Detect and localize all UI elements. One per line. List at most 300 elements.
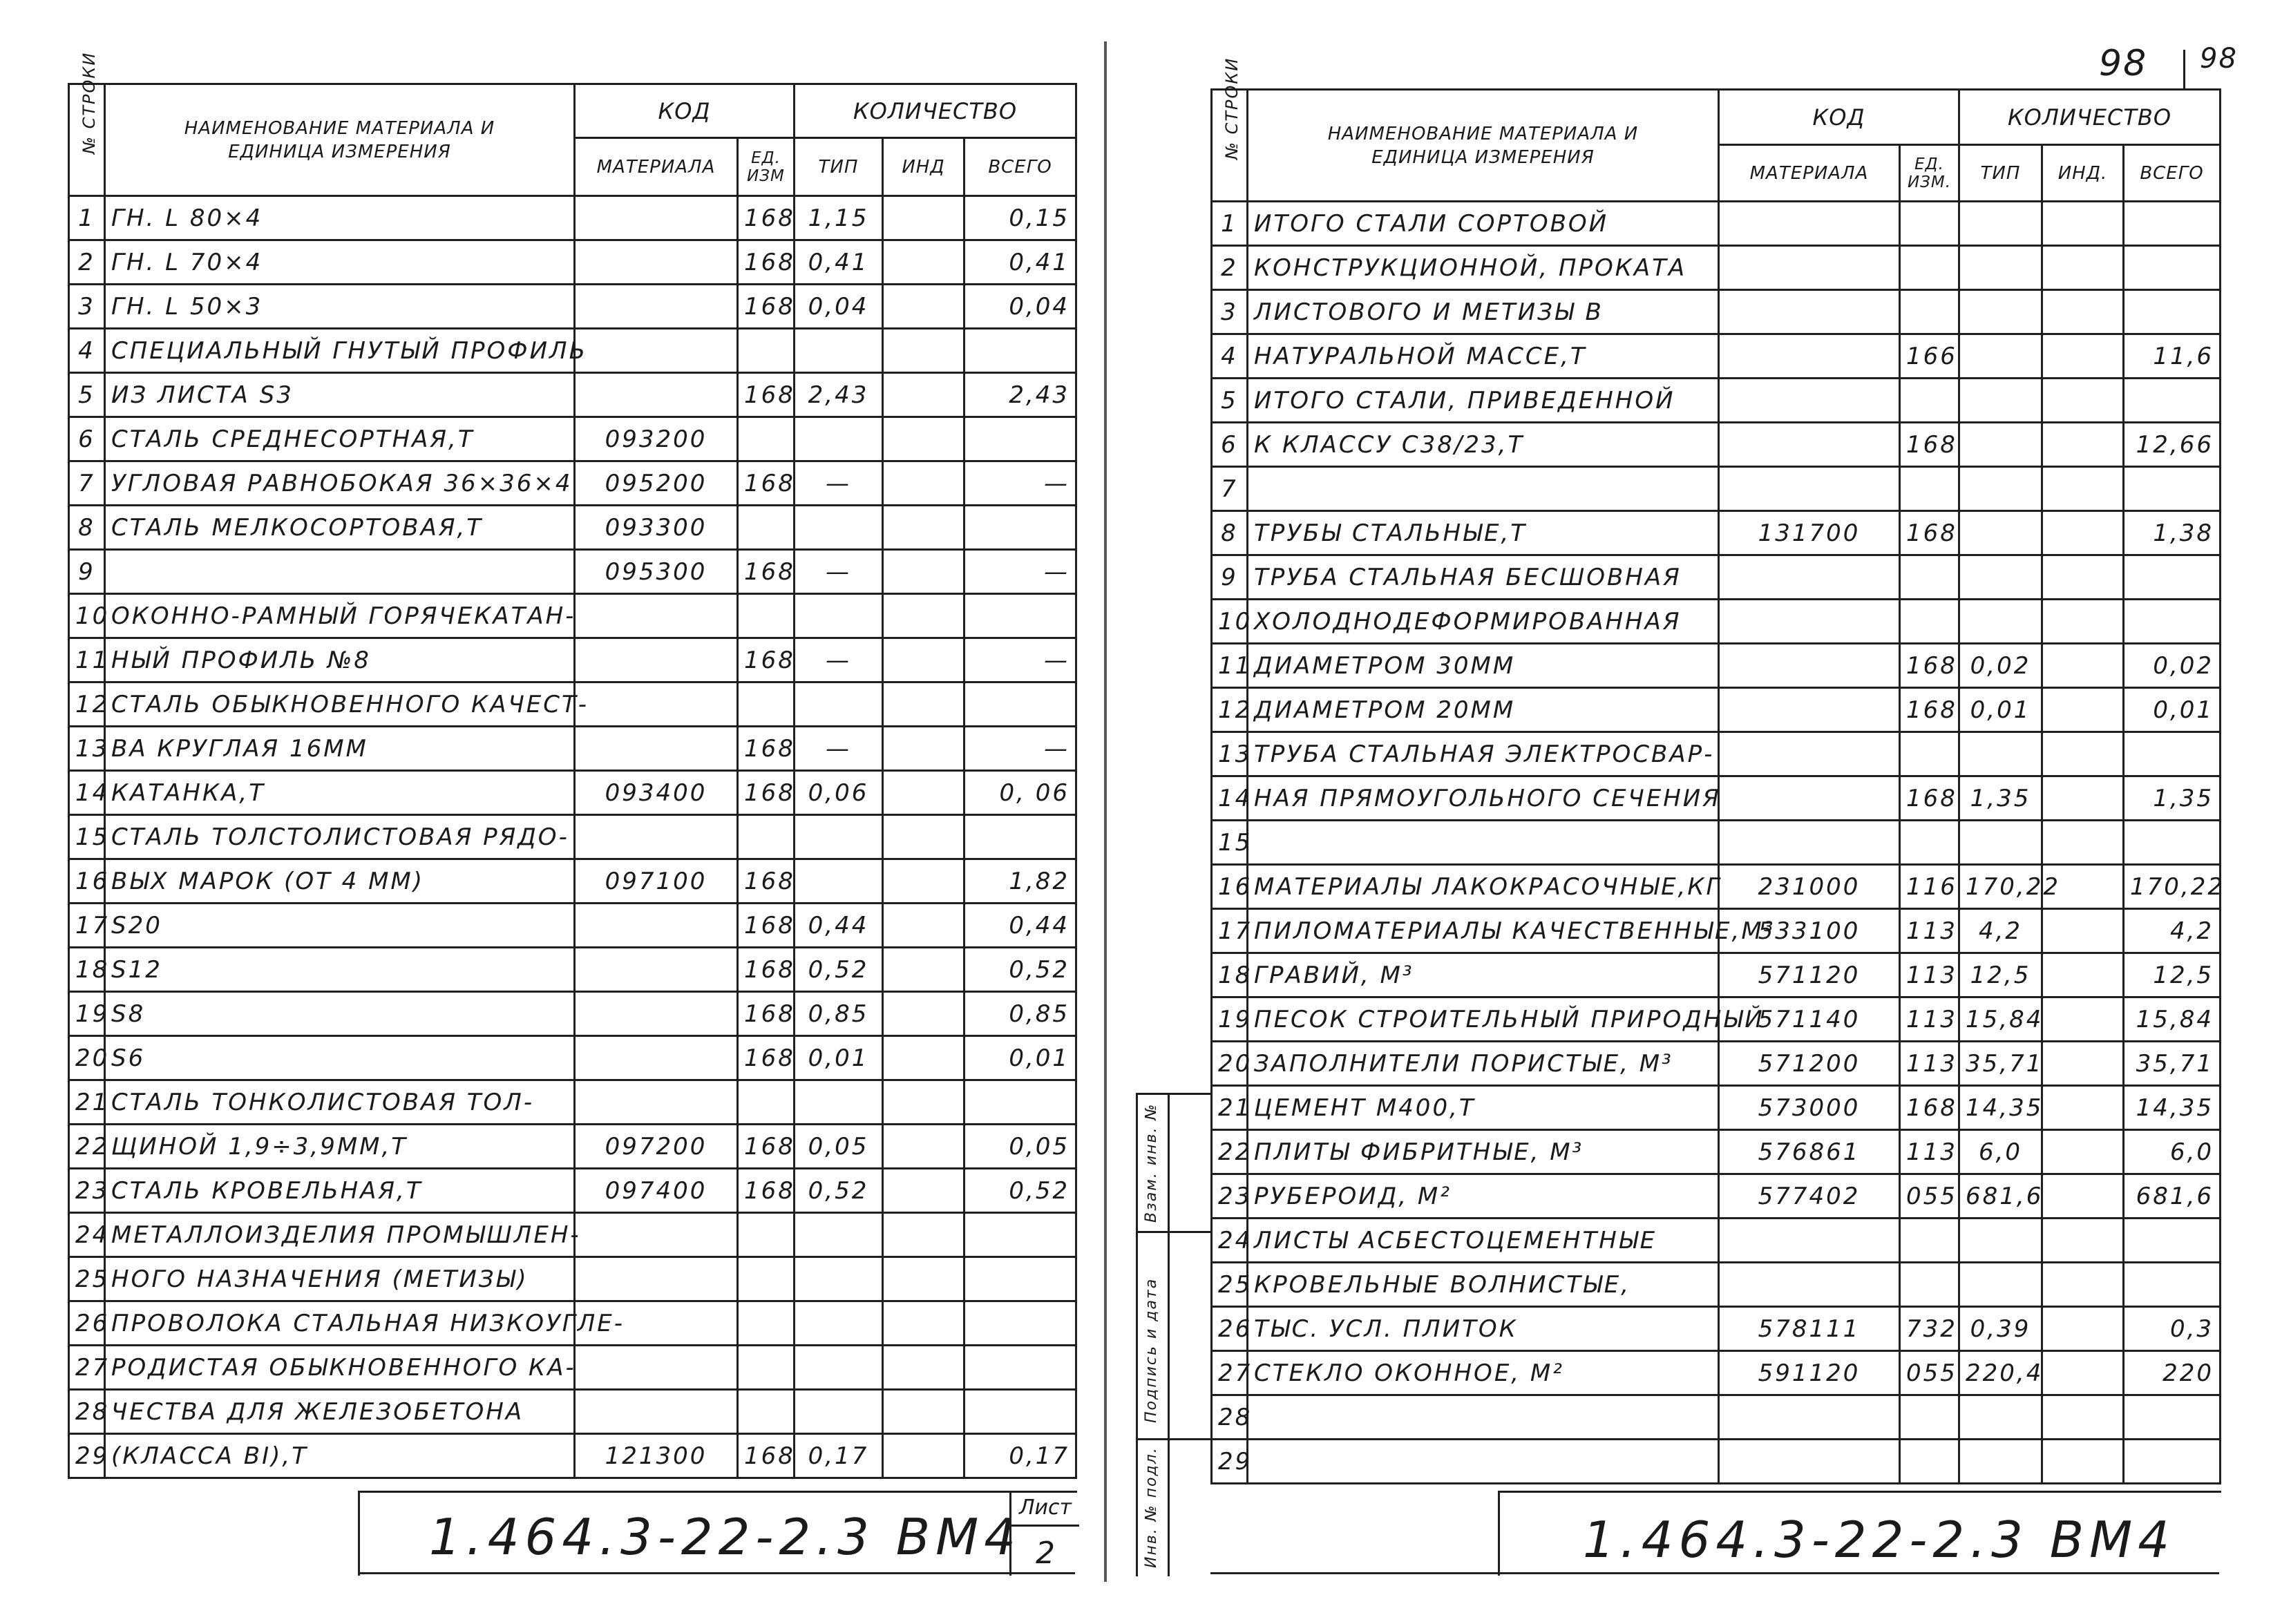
material-name: СТЕКЛО ОКОННОЕ, М² bbox=[1248, 1351, 1719, 1395]
row-number: 10 bbox=[1212, 600, 1248, 644]
quantity-total: 11,6 bbox=[2124, 334, 2221, 379]
row-number: 15 bbox=[69, 815, 105, 859]
row-number: 12 bbox=[69, 682, 105, 727]
table-row bbox=[1212, 1351, 2221, 1395]
header-material: МАТЕРИАЛА bbox=[1719, 145, 1900, 202]
left-spec-table bbox=[68, 51, 1077, 1479]
quantity-total: 4,2 bbox=[2124, 909, 2221, 953]
unit-code: 168 bbox=[738, 771, 795, 815]
material-code bbox=[575, 682, 738, 727]
header-code: КОД bbox=[1719, 90, 1959, 145]
unit-code: 168 bbox=[738, 240, 795, 285]
table-row bbox=[1212, 865, 2221, 909]
quantity-type: — bbox=[795, 550, 883, 594]
material-name: КАТАНКА,Т bbox=[105, 771, 575, 815]
quantity-type: 0,44 bbox=[795, 904, 883, 948]
material-code: 093200 bbox=[575, 417, 738, 461]
material-name bbox=[1248, 1440, 1719, 1484]
material-name bbox=[105, 550, 575, 594]
material-code bbox=[1719, 600, 1900, 644]
table-row bbox=[69, 1346, 1076, 1390]
table-row bbox=[69, 904, 1076, 948]
material-code bbox=[1719, 1440, 1900, 1484]
material-name: СТАЛЬ ТОЛСТОЛИСТОВАЯ РЯДО- bbox=[105, 815, 575, 859]
quantity-ind bbox=[883, 948, 964, 992]
table-row bbox=[69, 771, 1076, 815]
material-code bbox=[575, 1346, 738, 1390]
quantity-type: 35,71 bbox=[1959, 1042, 2042, 1086]
quantity-total bbox=[964, 1301, 1076, 1346]
unit-code: 168 bbox=[738, 285, 795, 329]
quantity-total: 1,38 bbox=[2124, 511, 2221, 555]
row-number: 18 bbox=[69, 948, 105, 992]
material-name: ПЛИТЫ ФИБРИТНЫЕ, М³ bbox=[1248, 1130, 1719, 1174]
table-row bbox=[69, 1125, 1076, 1169]
row-number: 29 bbox=[69, 1434, 105, 1478]
quantity-total bbox=[964, 594, 1076, 638]
table-row bbox=[69, 948, 1076, 992]
quantity-total bbox=[2124, 1219, 2221, 1263]
unit-code: 168 bbox=[738, 1434, 795, 1478]
material-name: СТАЛЬ ОБЫКНОВЕННОГО КАЧЕСТ- bbox=[105, 682, 575, 727]
table-row bbox=[1212, 467, 2221, 511]
page-number: 98 bbox=[2099, 43, 2148, 84]
material-name: ГН. L 70×4 bbox=[105, 240, 575, 285]
row-number: 17 bbox=[69, 904, 105, 948]
row-number: 13 bbox=[69, 727, 105, 771]
table-row bbox=[1212, 379, 2221, 423]
unit-code bbox=[738, 1213, 795, 1257]
quantity-type bbox=[795, 1257, 883, 1301]
quantity-total bbox=[2124, 555, 2221, 600]
quantity-type bbox=[1959, 555, 2042, 600]
table-row bbox=[69, 240, 1076, 285]
table-row bbox=[69, 727, 1076, 771]
row-number: 3 bbox=[1212, 290, 1248, 334]
quantity-type: 0,52 bbox=[795, 948, 883, 992]
row-number: 8 bbox=[69, 506, 105, 550]
unit-code: 168 bbox=[1900, 644, 1959, 688]
quantity-type: 4,2 bbox=[1959, 909, 2042, 953]
row-number: 20 bbox=[1212, 1042, 1248, 1086]
material-code bbox=[1719, 776, 1900, 821]
quantity-type bbox=[1959, 423, 2042, 467]
quantity-ind bbox=[2042, 334, 2124, 379]
quantity-ind bbox=[2042, 1307, 2124, 1351]
unit-code: 168 bbox=[738, 859, 795, 904]
material-name: СТАЛЬ КРОВЕЛЬНАЯ,Т bbox=[105, 1169, 575, 1213]
material-code: 231000 bbox=[1719, 865, 1900, 909]
row-number: 6 bbox=[1212, 423, 1248, 467]
sidebar-label-inv-no: Инв. № подл. bbox=[1143, 1446, 1160, 1568]
material-code: 578111 bbox=[1719, 1307, 1900, 1351]
quantity-type bbox=[1959, 290, 2042, 334]
row-number: 20 bbox=[69, 1036, 105, 1080]
table-row bbox=[69, 329, 1076, 373]
unit-code bbox=[738, 815, 795, 859]
material-name: ПЕСОК СТРОИТЕЛЬНЫЙ ПРИРОДНЫЙ bbox=[1248, 997, 1719, 1042]
quantity-ind bbox=[2042, 997, 2124, 1042]
unit-code bbox=[1900, 202, 1959, 246]
table-row bbox=[69, 373, 1076, 417]
table-row bbox=[1212, 688, 2221, 732]
row-number: 7 bbox=[69, 461, 105, 506]
material-code bbox=[1719, 821, 1900, 865]
material-name bbox=[1248, 467, 1719, 511]
table-row bbox=[69, 815, 1076, 859]
material-code bbox=[1719, 246, 1900, 290]
material-code bbox=[575, 329, 738, 373]
unit-code: 168 bbox=[1900, 688, 1959, 732]
material-name: S12 bbox=[105, 948, 575, 992]
quantity-ind bbox=[2042, 290, 2124, 334]
unit-code: 168 bbox=[738, 638, 795, 682]
row-number: 11 bbox=[69, 638, 105, 682]
unit-code: 168 bbox=[738, 1125, 795, 1169]
quantity-ind bbox=[2042, 1086, 2124, 1130]
quantity-ind bbox=[2042, 1395, 2124, 1440]
material-name: МАТЕРИАЛЫ ЛАКОКРАСОЧНЫЕ,КГ bbox=[1248, 865, 1719, 909]
material-name: К КЛАССУ С38/23,Т bbox=[1248, 423, 1719, 467]
material-code bbox=[1719, 555, 1900, 600]
row-number: 22 bbox=[69, 1125, 105, 1169]
material-code: 131700 bbox=[1719, 511, 1900, 555]
quantity-total bbox=[964, 417, 1076, 461]
row-number: 25 bbox=[69, 1257, 105, 1301]
row-number: 27 bbox=[69, 1346, 105, 1390]
header-code: КОД bbox=[575, 84, 795, 138]
material-code bbox=[575, 1390, 738, 1434]
quantity-ind bbox=[883, 1346, 964, 1390]
quantity-ind bbox=[2042, 511, 2124, 555]
unit-code bbox=[1900, 555, 1959, 600]
quantity-type: 1,15 bbox=[795, 196, 883, 240]
material-name: УГЛОВАЯ РАВНОБОКАЯ 36×36×4 bbox=[105, 461, 575, 506]
material-code: 093400 bbox=[575, 771, 738, 815]
quantity-total bbox=[964, 1257, 1076, 1301]
material-name: МЕТАЛЛОИЗДЕЛИЯ ПРОМЫШЛЕН- bbox=[105, 1213, 575, 1257]
material-name: ТРУБЫ СТАЛЬНЫЕ,Т bbox=[1248, 511, 1719, 555]
material-code bbox=[1719, 202, 1900, 246]
quantity-ind bbox=[883, 594, 964, 638]
row-number: 19 bbox=[69, 992, 105, 1036]
header-material: МАТЕРИАЛА bbox=[575, 138, 738, 196]
quantity-total: 14,35 bbox=[2124, 1086, 2221, 1130]
left-table-body bbox=[69, 196, 1076, 1478]
quantity-type bbox=[795, 506, 883, 550]
quantity-ind bbox=[2042, 953, 2124, 997]
unit-code: 168 bbox=[738, 461, 795, 506]
quantity-type bbox=[795, 594, 883, 638]
quantity-type: 0,01 bbox=[1959, 688, 2042, 732]
quantity-ind bbox=[2042, 776, 2124, 821]
material-code bbox=[1719, 688, 1900, 732]
row-number: 4 bbox=[1212, 334, 1248, 379]
table-row bbox=[1212, 1395, 2221, 1440]
quantity-total bbox=[964, 682, 1076, 727]
sheet-number: 2 bbox=[1036, 1536, 1055, 1571]
quantity-total: 0,52 bbox=[964, 948, 1076, 992]
unit-code bbox=[738, 1301, 795, 1346]
unit-code bbox=[1900, 600, 1959, 644]
quantity-type bbox=[795, 417, 883, 461]
quantity-ind bbox=[2042, 1351, 2124, 1395]
material-code bbox=[575, 240, 738, 285]
material-name: ЗАПОЛНИТЕЛИ ПОРИСТЫЕ, М³ bbox=[1248, 1042, 1719, 1086]
quantity-total: 0,05 bbox=[964, 1125, 1076, 1169]
material-name: ЛИСТОВОГО И МЕТИЗЫ В bbox=[1248, 290, 1719, 334]
unit-code: 113 bbox=[1900, 953, 1959, 997]
row-number: 1 bbox=[69, 196, 105, 240]
material-name: НЫЙ ПРОФИЛЬ №8 bbox=[105, 638, 575, 682]
quantity-total bbox=[964, 329, 1076, 373]
quantity-ind bbox=[2042, 1042, 2124, 1086]
material-name: ГН. L 80×4 bbox=[105, 196, 575, 240]
page-fold-line bbox=[1104, 41, 1107, 1582]
table-row bbox=[1212, 909, 2221, 953]
quantity-ind bbox=[883, 329, 964, 373]
row-number: 7 bbox=[1212, 467, 1248, 511]
quantity-type: 170,22 bbox=[1959, 865, 2042, 909]
row-number: 19 bbox=[1212, 997, 1248, 1042]
unit-code: 168 bbox=[1900, 1086, 1959, 1130]
quantity-total: 12,66 bbox=[2124, 423, 2221, 467]
quantity-type bbox=[795, 682, 883, 727]
quantity-type bbox=[1959, 334, 2042, 379]
quantity-type: 681,6 bbox=[1959, 1174, 2042, 1219]
row-number: 1 bbox=[1212, 202, 1248, 246]
quantity-type: — bbox=[795, 638, 883, 682]
material-name bbox=[1248, 1395, 1719, 1440]
row-number: 28 bbox=[1212, 1395, 1248, 1440]
row-number: 10 bbox=[69, 594, 105, 638]
row-number: 15 bbox=[1212, 821, 1248, 865]
unit-code: 168 bbox=[1900, 511, 1959, 555]
row-number: 14 bbox=[69, 771, 105, 815]
header-name: НАИМЕНОВАНИЕ МАТЕРИАЛА И ЕДИНИЦА ИЗМЕРЕНИЯ bbox=[105, 84, 575, 196]
table-row bbox=[1212, 1130, 2221, 1174]
quantity-total: 0,01 bbox=[964, 1036, 1076, 1080]
quantity-total: 681,6 bbox=[2124, 1174, 2221, 1219]
material-code bbox=[1719, 732, 1900, 776]
quantity-type: — bbox=[795, 461, 883, 506]
quantity-ind bbox=[2042, 379, 2124, 423]
quantity-total: 35,71 bbox=[2124, 1042, 2221, 1086]
table-row bbox=[69, 461, 1076, 506]
sidebar-border-mid bbox=[1168, 1093, 1170, 1576]
quantity-type: 6,0 bbox=[1959, 1130, 2042, 1174]
material-name: КРОВЕЛЬНЫЕ ВОЛНИСТЫЕ, bbox=[1248, 1263, 1719, 1307]
page-number-corner: 98 bbox=[2200, 43, 2238, 75]
quantity-total bbox=[2124, 1395, 2221, 1440]
quantity-type: 14,35 bbox=[1959, 1086, 2042, 1130]
unit-code: 168 bbox=[1900, 776, 1959, 821]
material-code: 095300 bbox=[575, 550, 738, 594]
quantity-ind bbox=[883, 196, 964, 240]
row-number: 5 bbox=[1212, 379, 1248, 423]
table-row bbox=[1212, 334, 2221, 379]
unit-code: 168 bbox=[738, 727, 795, 771]
table-row bbox=[69, 550, 1076, 594]
quantity-ind bbox=[883, 727, 964, 771]
quantity-ind bbox=[883, 1390, 964, 1434]
unit-code: 116 bbox=[1900, 865, 1959, 909]
material-code: 097100 bbox=[575, 859, 738, 904]
table-row bbox=[69, 506, 1076, 550]
unit-code: 168 bbox=[738, 948, 795, 992]
quantity-ind bbox=[2042, 555, 2124, 600]
right-bottom-rule bbox=[1210, 1572, 2219, 1574]
material-code: 097400 bbox=[575, 1169, 738, 1213]
quantity-total bbox=[2124, 379, 2221, 423]
unit-code: 055 bbox=[1900, 1351, 1959, 1395]
material-code bbox=[1719, 1263, 1900, 1307]
row-number: 14 bbox=[1212, 776, 1248, 821]
material-code: 573000 bbox=[1719, 1086, 1900, 1130]
quantity-type bbox=[795, 1301, 883, 1346]
material-code: 533100 bbox=[1719, 909, 1900, 953]
material-code bbox=[575, 992, 738, 1036]
quantity-ind bbox=[883, 373, 964, 417]
unit-code: 166 bbox=[1900, 334, 1959, 379]
table-row bbox=[1212, 821, 2221, 865]
quantity-type: 220,4 bbox=[1959, 1351, 2042, 1395]
quantity-total bbox=[2124, 246, 2221, 290]
material-code bbox=[1719, 1219, 1900, 1263]
unit-code: 168 bbox=[738, 550, 795, 594]
unit-code: 168 bbox=[738, 196, 795, 240]
quantity-type bbox=[1959, 1440, 2042, 1484]
quantity-type: 0,41 bbox=[795, 240, 883, 285]
unit-code bbox=[1900, 467, 1959, 511]
material-code: 571140 bbox=[1719, 997, 1900, 1042]
quantity-total: 0,01 bbox=[2124, 688, 2221, 732]
material-name: ИТОГО СТАЛИ СОРТОВОЙ bbox=[1248, 202, 1719, 246]
sidebar-label-signature-date: Подпись и дата bbox=[1143, 1277, 1160, 1423]
row-number: 16 bbox=[69, 859, 105, 904]
quantity-type: 0,17 bbox=[795, 1434, 883, 1478]
quantity-total: — bbox=[964, 638, 1076, 682]
quantity-ind bbox=[883, 417, 964, 461]
row-number: 5 bbox=[69, 373, 105, 417]
material-code bbox=[575, 727, 738, 771]
quantity-total: 0,15 bbox=[964, 196, 1076, 240]
left-document-code: 1.464.3-22-2.3 ВМ4 bbox=[429, 1508, 1022, 1566]
material-name: ХОЛОДНОДЕФОРМИРОВАННАЯ bbox=[1248, 600, 1719, 644]
sidebar-border-left bbox=[1136, 1093, 1138, 1576]
quantity-ind bbox=[883, 461, 964, 506]
quantity-type bbox=[795, 1080, 883, 1125]
unit-code bbox=[1900, 732, 1959, 776]
header-row-number: № СТРОКИ bbox=[69, 84, 105, 196]
row-number: 8 bbox=[1212, 511, 1248, 555]
quantity-total bbox=[2124, 290, 2221, 334]
material-name: КОНСТРУКЦИОННОЙ, ПРОКАТА bbox=[1248, 246, 1719, 290]
unit-code: 732 bbox=[1900, 1307, 1959, 1351]
sidebar-divider-1 bbox=[1136, 1438, 1210, 1440]
quantity-total bbox=[2124, 1440, 2221, 1484]
unit-code bbox=[1900, 246, 1959, 290]
quantity-ind bbox=[2042, 1130, 2124, 1174]
table-row bbox=[69, 1390, 1076, 1434]
quantity-ind bbox=[883, 1434, 964, 1478]
unit-code bbox=[738, 594, 795, 638]
material-code bbox=[1719, 467, 1900, 511]
quantity-ind bbox=[883, 1213, 964, 1257]
unit-code: 168 bbox=[738, 904, 795, 948]
material-name: S20 bbox=[105, 904, 575, 948]
quantity-ind bbox=[883, 904, 964, 948]
header-name: НАИМЕНОВАНИЕ МАТЕРИАЛА И ЕДИНИЦА ИЗМЕРЕНИЯ bbox=[1248, 90, 1719, 202]
quantity-ind bbox=[883, 771, 964, 815]
unit-code: 113 bbox=[1900, 997, 1959, 1042]
quantity-type: 12,5 bbox=[1959, 953, 2042, 997]
table-row bbox=[1212, 423, 2221, 467]
material-name: ГН. L 50×3 bbox=[105, 285, 575, 329]
material-code bbox=[575, 285, 738, 329]
quantity-ind bbox=[2042, 600, 2124, 644]
material-name: ЩИНОЙ 1,9÷3,9ММ,Т bbox=[105, 1125, 575, 1169]
unit-code: 168 bbox=[738, 1036, 795, 1080]
table-row bbox=[1212, 1219, 2221, 1263]
unit-code: 168 bbox=[738, 1169, 795, 1213]
table-row bbox=[1212, 246, 2221, 290]
material-code bbox=[575, 1036, 738, 1080]
row-number: 29 bbox=[1212, 1440, 1248, 1484]
material-name: ДИАМЕТРОМ 20ММ bbox=[1248, 688, 1719, 732]
unit-code: 055 bbox=[1900, 1174, 1959, 1219]
quantity-type: 0,02 bbox=[1959, 644, 2042, 688]
table-row bbox=[1212, 732, 2221, 776]
material-code: 095200 bbox=[575, 461, 738, 506]
quantity-total: 0,04 bbox=[964, 285, 1076, 329]
quantity-total bbox=[964, 1080, 1076, 1125]
material-code: 577402 bbox=[1719, 1174, 1900, 1219]
unit-code bbox=[738, 1080, 795, 1125]
row-number: 12 bbox=[1212, 688, 1248, 732]
quantity-type bbox=[795, 859, 883, 904]
material-code bbox=[575, 904, 738, 948]
row-number: 4 bbox=[69, 329, 105, 373]
quantity-total bbox=[964, 1346, 1076, 1390]
unit-code bbox=[738, 1390, 795, 1434]
material-name: ТРУБА СТАЛЬНАЯ ЭЛЕКТРОСВАР- bbox=[1248, 732, 1719, 776]
quantity-ind bbox=[883, 1080, 964, 1125]
quantity-ind bbox=[883, 638, 964, 682]
sheet-label: Лист bbox=[1018, 1496, 1072, 1520]
material-code bbox=[1719, 290, 1900, 334]
quantity-type bbox=[1959, 1395, 2042, 1440]
quantity-type: 15,84 bbox=[1959, 997, 2042, 1042]
row-number: 24 bbox=[1212, 1219, 1248, 1263]
material-name: ВЫХ МАРОК (ОТ 4 ММ) bbox=[105, 859, 575, 904]
quantity-ind bbox=[2042, 1263, 2124, 1307]
header-ind: ИНД. bbox=[2042, 145, 2124, 202]
unit-code: 113 bbox=[1900, 909, 1959, 953]
quantity-total: 1,82 bbox=[964, 859, 1076, 904]
quantity-type: 0,04 bbox=[795, 285, 883, 329]
row-number: 21 bbox=[1212, 1086, 1248, 1130]
unit-code bbox=[1900, 1440, 1959, 1484]
table-row bbox=[1212, 555, 2221, 600]
unit-code bbox=[738, 1257, 795, 1301]
material-name: S6 bbox=[105, 1036, 575, 1080]
quantity-total bbox=[964, 815, 1076, 859]
row-number: 13 bbox=[1212, 732, 1248, 776]
header-quantity: КОЛИЧЕСТВО bbox=[1959, 90, 2221, 145]
table-row bbox=[69, 594, 1076, 638]
material-name bbox=[1248, 821, 1719, 865]
